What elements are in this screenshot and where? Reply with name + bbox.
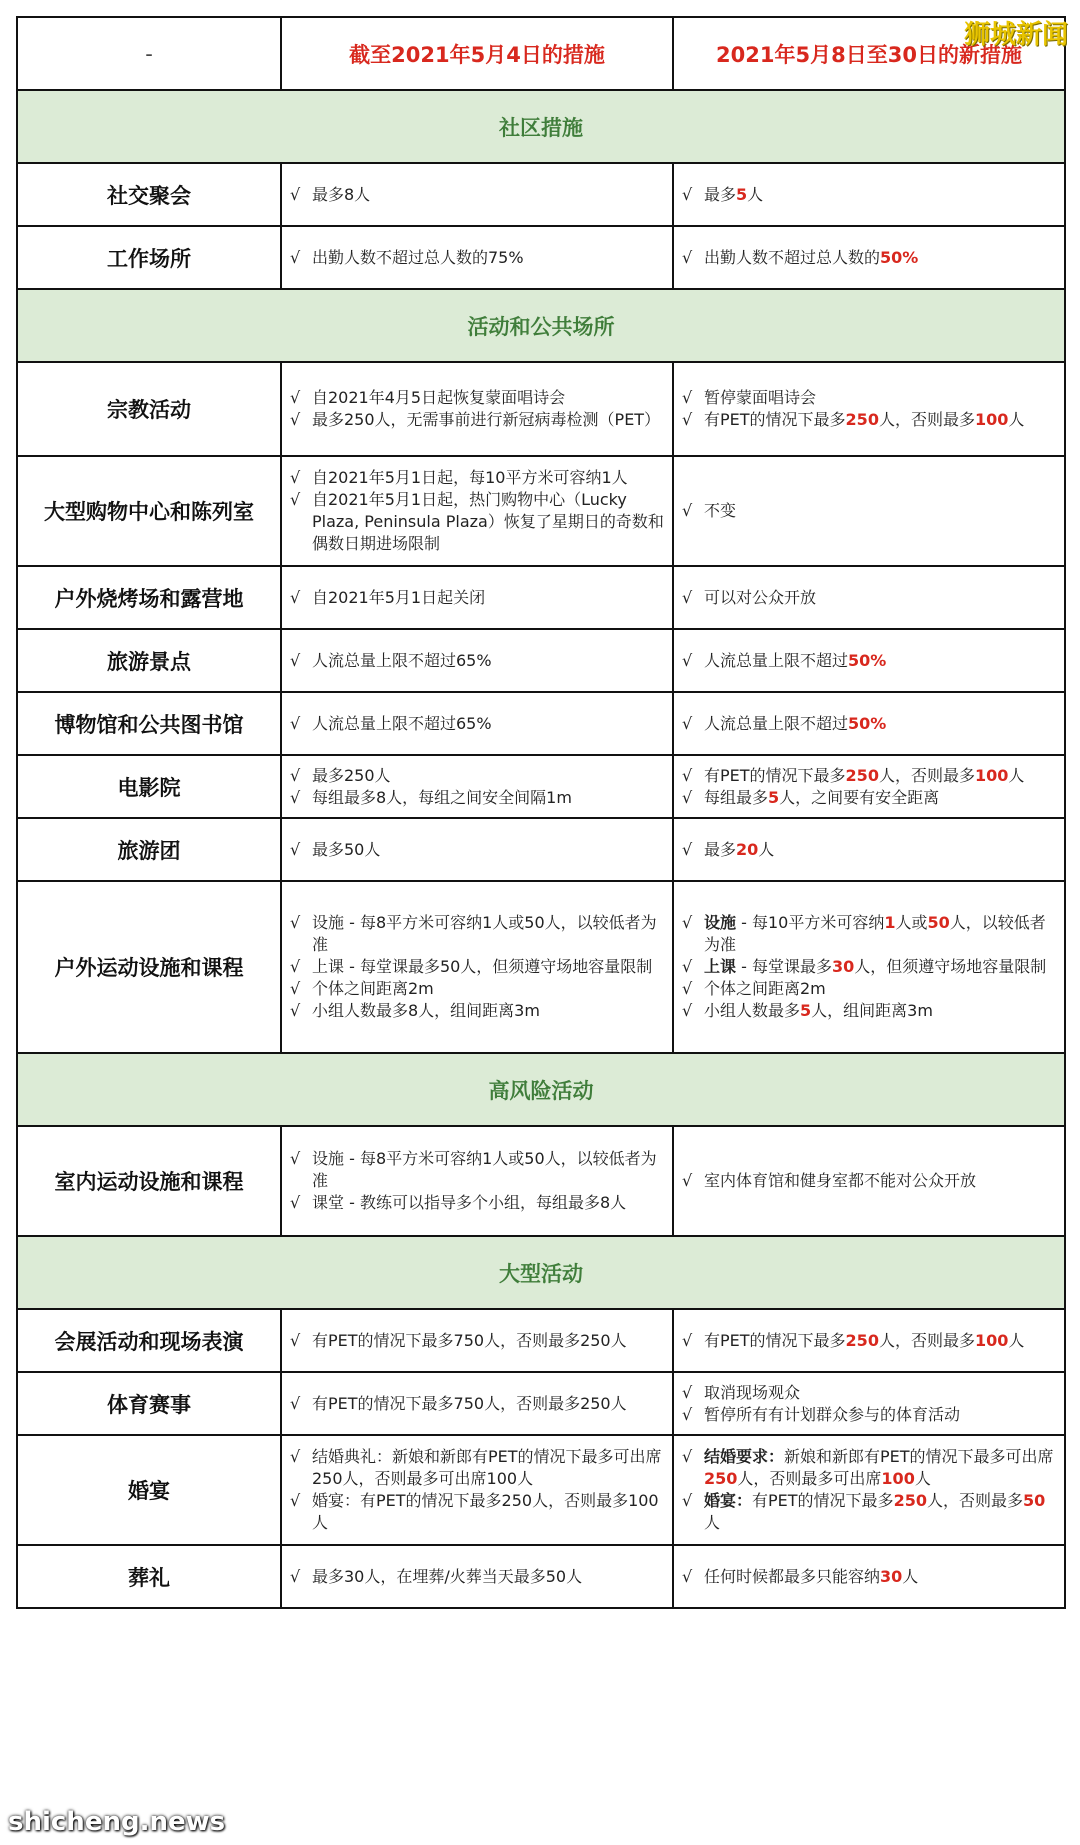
- old-item: 最多30人，在埋葬/火葬当天最多50人: [312, 1566, 583, 1586]
- check-icon: √: [682, 1171, 693, 1190]
- check-icon: √: [290, 979, 301, 998]
- header-row: [17, 17, 1065, 90]
- check-icon: √: [290, 1447, 301, 1466]
- new-item: 有PET的情况下最多250人，否则最多100人: [704, 1330, 1025, 1350]
- check-icon: √: [682, 1566, 693, 1586]
- check-icon: √: [682, 1001, 693, 1020]
- table-row: [17, 818, 1065, 881]
- check-icon: √: [290, 468, 301, 487]
- table-row: [17, 1309, 1065, 1372]
- check-icon: √: [290, 1193, 301, 1212]
- check-icon: √: [682, 979, 693, 998]
- row-label: 葬礼: [17, 1545, 281, 1608]
- check-icon: √: [682, 1382, 693, 1402]
- check-icon: √: [290, 839, 301, 859]
- check-icon: √: [682, 587, 693, 607]
- check-icon: √: [682, 957, 693, 976]
- table-row: [17, 881, 1065, 1053]
- old-item: 自2021年5月1日起，每10平方米可容纳1人: [312, 468, 628, 487]
- row-label: 户外烧烤场和露营地: [17, 566, 281, 629]
- new-item: 有PET的情况下最多250人，否则最多100人: [704, 765, 1025, 785]
- old-item: 结婚典礼：新娘和新郎有PET的情况下最多可出席250人，否则最多可出席100人: [312, 1447, 662, 1488]
- old-item: 有PET的情况下最多750人，否则最多250人: [312, 1393, 627, 1413]
- row-label: 社交聚会: [17, 163, 281, 226]
- check-icon: √: [682, 388, 693, 407]
- new-item: 有PET的情况下最多250人，否则最多100人: [704, 410, 1025, 429]
- old-item: 人流总量上限不超过65%: [312, 713, 492, 733]
- check-icon: √: [290, 765, 301, 785]
- old-item: 每组最多8人，每组之间安全间隔1m: [312, 787, 572, 807]
- section-high-risk: 高风险活动: [17, 1053, 1065, 1126]
- check-icon: √: [290, 388, 301, 407]
- new-item: 人流总量上限不超过50%: [704, 650, 887, 670]
- watermark-bottom: shicheng.news: [8, 1807, 226, 1837]
- check-icon: √: [290, 1566, 301, 1586]
- check-icon: √: [682, 1404, 693, 1424]
- check-icon: √: [682, 501, 693, 520]
- check-icon: √: [682, 410, 693, 429]
- header-col3: 2021年5月8日至30日的新措施: [673, 17, 1065, 90]
- check-icon: √: [290, 490, 301, 509]
- old-item: 自2021年5月1日起关闭: [312, 587, 486, 607]
- table-row: [17, 1435, 1065, 1545]
- table-row: [17, 1545, 1065, 1608]
- check-icon: √: [682, 1447, 693, 1466]
- check-icon: √: [682, 787, 693, 807]
- table-row: [17, 226, 1065, 289]
- measures-table: [16, 16, 1066, 1609]
- section-large-events: 大型活动: [17, 1236, 1065, 1309]
- new-item: 不变: [704, 501, 737, 520]
- table-row: [17, 163, 1065, 226]
- new-item: 取消现场观众: [704, 1382, 801, 1402]
- row-label: 户外运动设施和课程: [17, 881, 281, 1053]
- check-icon: √: [290, 913, 301, 932]
- row-label: 会展活动和现场表演: [17, 1309, 281, 1372]
- row-label: 工作场所: [17, 226, 281, 289]
- check-icon: √: [290, 410, 301, 429]
- check-icon: √: [682, 713, 693, 733]
- check-icon: √: [682, 765, 693, 785]
- new-item: 小组人数最多5人，组间距离3m: [704, 1001, 933, 1020]
- row-label: 体育赛事: [17, 1372, 281, 1435]
- section-community: 社区措施: [17, 90, 1065, 163]
- check-icon: √: [682, 1491, 693, 1510]
- new-item: 最多5人: [704, 184, 764, 204]
- check-icon: √: [290, 787, 301, 807]
- row-label: 旅游团: [17, 818, 281, 881]
- row-label: 博物馆和公共图书馆: [17, 692, 281, 755]
- table-row: [17, 755, 1065, 818]
- old-item: 出勤人数不超过总人数的75%: [312, 247, 524, 267]
- check-icon: √: [290, 650, 301, 670]
- new-item: 上课 - 每堂课最多30人，但须遵守场地容量限制: [704, 957, 1047, 976]
- header-col2: 截至2021年5月4日的措施: [281, 17, 673, 90]
- old-item: 小组人数最多8人，组间距离3m: [312, 1001, 540, 1020]
- new-item: 个体之间距离2m: [704, 979, 826, 998]
- check-icon: √: [290, 713, 301, 733]
- check-icon: √: [290, 587, 301, 607]
- old-item: 自2021年5月1日起，热门购物中心（Lucky Plaza, Peninsula Plaza）恢复了星期日的奇数和偶数日期进场限制: [312, 490, 664, 553]
- check-icon: √: [290, 1001, 301, 1020]
- old-item: 自2021年4月5日起恢复蒙面唱诗会: [312, 388, 566, 407]
- old-item: 婚宴：有PET的情况下最多250人，否则最多100人: [312, 1491, 659, 1532]
- row-label: 室内运动设施和课程: [17, 1126, 281, 1236]
- new-item: 暂停所有有计划群众参与的体育活动: [704, 1404, 961, 1424]
- old-item: 课堂 - 教练可以指导多个小组，每组最多8人: [312, 1193, 627, 1212]
- new-item: 出勤人数不超过总人数的50%: [704, 247, 919, 267]
- new-item: 最多20人: [704, 839, 775, 859]
- new-item: 设施 - 每10平方米可容纳1人或50人，以较低者为准: [704, 913, 1046, 954]
- table-row: [17, 566, 1065, 629]
- table-row: [17, 629, 1065, 692]
- check-icon: √: [290, 184, 301, 204]
- old-item: 最多50人: [312, 839, 381, 859]
- table-row: [17, 456, 1065, 566]
- table-row: [17, 1126, 1065, 1236]
- new-item: 任何时候都最多只能容纳30人: [704, 1566, 919, 1586]
- check-icon: √: [682, 650, 693, 670]
- table-row: [17, 692, 1065, 755]
- old-item: 设施 - 每8平方米可容纳1人或50人，以较低者为准: [312, 1149, 657, 1190]
- old-item: 最多8人: [312, 184, 371, 204]
- check-icon: √: [682, 184, 693, 204]
- check-icon: √: [682, 247, 693, 267]
- check-icon: √: [290, 1491, 301, 1510]
- old-item: 上课 - 每堂课最多50人，但须遵守场地容量限制: [312, 957, 653, 976]
- check-icon: √: [290, 957, 301, 976]
- table-row: [17, 1372, 1065, 1435]
- check-icon: √: [682, 913, 693, 932]
- check-icon: √: [290, 1149, 301, 1168]
- check-icon: √: [290, 1330, 301, 1350]
- old-item: 最多250人，无需事前进行新冠病毒检测（PET）: [312, 410, 661, 429]
- header-col1: -: [17, 17, 281, 90]
- check-icon: √: [290, 1393, 301, 1413]
- row-label: 电影院: [17, 755, 281, 818]
- new-item: 暂停蒙面唱诗会: [704, 388, 817, 407]
- new-item: 室内体育馆和健身室都不能对公众开放: [704, 1171, 977, 1190]
- new-item: 每组最多5人，之间要有安全距离: [704, 787, 940, 807]
- old-item: 人流总量上限不超过65%: [312, 650, 492, 670]
- new-item: 婚宴：有PET的情况下最多250人，否则最多50人: [704, 1491, 1046, 1532]
- check-icon: √: [682, 1330, 693, 1350]
- watermark-top: 狮城新闻: [963, 20, 1068, 50]
- new-item: 可以对公众开放: [704, 587, 817, 607]
- row-label: 旅游景点: [17, 629, 281, 692]
- check-icon: √: [290, 247, 301, 267]
- new-item: 人流总量上限不超过50%: [704, 713, 887, 733]
- row-label: 宗教活动: [17, 362, 281, 456]
- row-label: 大型购物中心和陈列室: [17, 456, 281, 566]
- new-item: 结婚要求：新娘和新郎有PET的情况下最多可出席250人，否则最多可出席100人: [704, 1447, 1054, 1488]
- check-icon: √: [682, 839, 693, 859]
- table-row: [17, 362, 1065, 456]
- section-activities: 活动和公共场所: [17, 289, 1065, 362]
- old-item: 有PET的情况下最多750人，否则最多250人: [312, 1330, 627, 1350]
- old-item: 设施 - 每8平方米可容纳1人或50人，以较低者为准: [312, 913, 657, 954]
- old-item: 个体之间距离2m: [312, 979, 434, 998]
- old-item: 最多250人: [312, 765, 391, 785]
- row-label: 婚宴: [17, 1435, 281, 1545]
